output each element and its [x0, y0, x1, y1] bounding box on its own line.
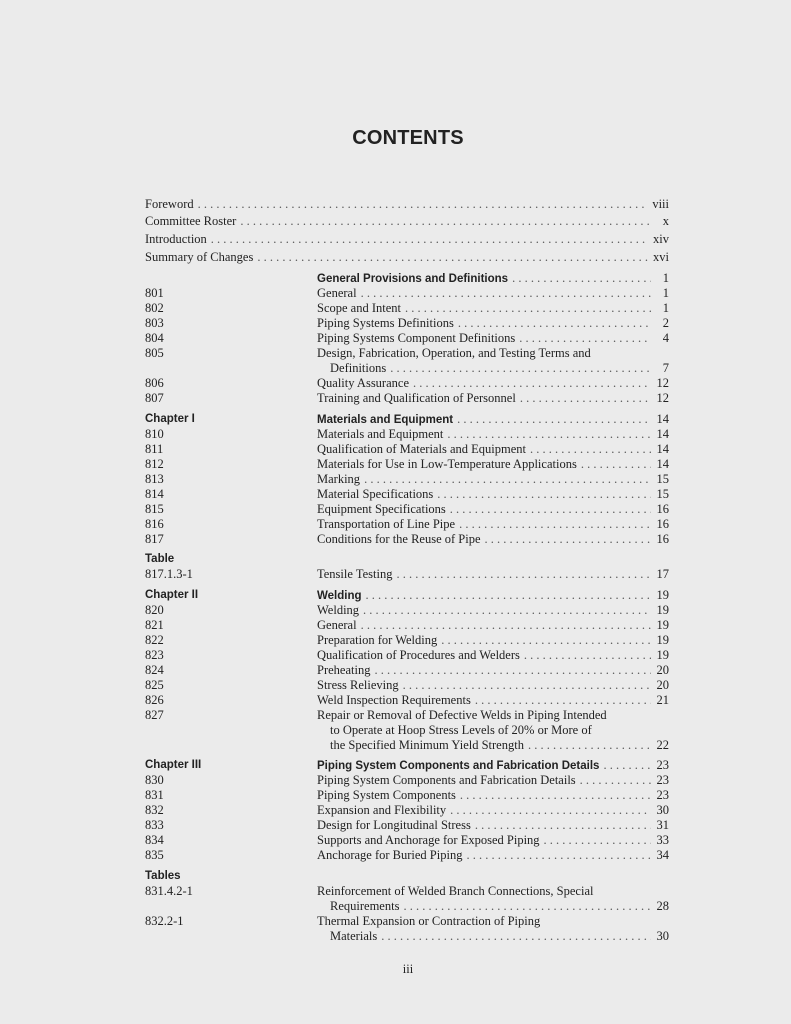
- section-number: 801: [145, 286, 164, 300]
- section-number: 806: [145, 376, 164, 390]
- dot-leader: [460, 788, 651, 803]
- toc-label: Piping System Components: [317, 788, 456, 802]
- dot-leader: [257, 250, 649, 265]
- page-number: viii: [652, 197, 669, 211]
- page-number: 16: [656, 532, 669, 546]
- section-number: 832: [145, 803, 164, 817]
- toc-label: Quality Assurance: [317, 376, 409, 390]
- page-number: 12: [656, 376, 669, 390]
- page-number: 23: [656, 758, 669, 772]
- toc-label: Stress Relieving: [317, 678, 399, 692]
- section-number: 825: [145, 678, 164, 692]
- page-number: 19: [656, 618, 669, 632]
- toc-label: Scope and Intent: [317, 301, 402, 315]
- toc-table-831-4-2-1[interactable]: [317, 899, 669, 914]
- dot-leader: [475, 818, 651, 833]
- toc-entry-804[interactable]: [317, 331, 669, 346]
- toc-label: Definitions: [330, 361, 387, 375]
- section-number: 810: [145, 427, 164, 441]
- page-number: 31: [656, 818, 669, 832]
- toc-entry-821[interactable]: [317, 618, 669, 633]
- section-number: 831: [145, 788, 164, 802]
- page-folio: iii: [402, 962, 414, 976]
- section-number: 805: [145, 346, 164, 360]
- dot-leader: [459, 517, 651, 532]
- page-number: 16: [656, 502, 669, 516]
- dot-leader: [363, 603, 651, 618]
- dot-leader: [366, 588, 651, 603]
- dot-leader: [450, 502, 651, 517]
- toc-label: Materials: [330, 929, 378, 943]
- table-number: 817.1.3-1: [145, 567, 193, 581]
- toc-entry-801[interactable]: [317, 286, 669, 301]
- page-number: 12: [656, 391, 669, 405]
- toc-label: Preparation for Welding: [317, 633, 438, 647]
- toc-table-831-line1[interactable]: Reinforcement of Welded Branch Connections, Special: [317, 884, 594, 898]
- section-number: 815: [145, 502, 164, 516]
- toc-entry-814[interactable]: [317, 487, 669, 502]
- dot-leader: [381, 929, 651, 944]
- toc-entry-802[interactable]: [317, 301, 669, 316]
- toc-entry-827[interactable]: [317, 738, 669, 753]
- page-number: 14: [656, 442, 669, 456]
- dot-leader: [403, 678, 651, 693]
- dot-leader: [403, 899, 651, 914]
- page-number: xvi: [653, 250, 669, 264]
- toc-label: General: [317, 618, 357, 632]
- section-number: 827: [145, 708, 164, 722]
- toc-label: Anchorage for Buried Piping: [317, 848, 463, 862]
- section-number: 804: [145, 331, 164, 345]
- dot-leader: [520, 391, 651, 406]
- section-number: 813: [145, 472, 164, 486]
- tables-heading: Tables: [145, 870, 181, 882]
- toc-label: Summary of Changes: [145, 250, 254, 264]
- toc-entry-813[interactable]: [317, 472, 669, 487]
- toc-label: Marking: [317, 472, 361, 486]
- dot-leader: [361, 618, 651, 633]
- toc-label: General: [317, 286, 357, 300]
- dot-leader: [580, 773, 651, 788]
- dot-leader: [413, 376, 651, 391]
- dot-leader: [519, 331, 651, 346]
- page-number: 14: [656, 427, 669, 441]
- section-number: 822: [145, 633, 164, 647]
- toc-entry-817[interactable]: [317, 532, 669, 547]
- toc-label: General Provisions and Definitions: [317, 273, 509, 285]
- toc-entry-803[interactable]: [317, 316, 669, 331]
- page-number: 15: [656, 487, 669, 501]
- toc-entry-805-line1[interactable]: Design, Fabrication, Operation, and Testing Terms and: [317, 346, 591, 360]
- table-number: 832.2-1: [145, 914, 184, 928]
- toc-entry-815[interactable]: [317, 502, 669, 517]
- toc-entry-825[interactable]: [317, 678, 669, 693]
- toc-entry-830[interactable]: [317, 773, 669, 788]
- toc-entry-816[interactable]: [317, 517, 669, 532]
- toc-label: Materials and Equipment: [317, 427, 444, 441]
- table-heading: Table: [145, 553, 175, 565]
- toc-label: Materials for Use in Low-Temperature Applications: [317, 457, 577, 471]
- section-number: 833: [145, 818, 164, 832]
- section-number: 824: [145, 663, 164, 677]
- toc-label: Committee Roster: [145, 214, 237, 228]
- toc-label: Requirements: [330, 899, 400, 913]
- page-number: 19: [656, 648, 669, 662]
- section-number: 821: [145, 618, 164, 632]
- toc-label: Qualification of Procedures and Welders: [317, 648, 520, 662]
- section-number: 807: [145, 391, 164, 405]
- dot-leader: [364, 472, 651, 487]
- dot-leader: [396, 567, 651, 582]
- toc-entry-835[interactable]: [317, 848, 669, 863]
- toc-label: Piping System Components and Fabrication Details: [317, 773, 576, 787]
- chapter-heading-2[interactable]: [317, 588, 669, 603]
- toc-label: Supports and Anchorage for Exposed Piping: [317, 833, 540, 847]
- dot-leader: [512, 271, 651, 286]
- page-number: 20: [656, 678, 669, 692]
- page-number: 28: [656, 899, 669, 913]
- toc-label: Piping Systems Definitions: [317, 316, 454, 330]
- page-number: 19: [656, 603, 669, 617]
- page-number: 1: [662, 271, 669, 285]
- toc-label: Tensile Testing: [317, 567, 393, 581]
- section-number: 814: [145, 487, 164, 501]
- toc-entry-834[interactable]: [317, 833, 669, 848]
- toc-entry-806[interactable]: [317, 376, 669, 391]
- page-number: 7: [662, 361, 669, 375]
- toc-entry-832[interactable]: [317, 803, 669, 818]
- toc-label: Material Specifications: [317, 487, 434, 501]
- page-number: 1: [662, 286, 669, 300]
- section-number: 820: [145, 603, 164, 617]
- toc-label: Foreword: [145, 197, 194, 211]
- toc-entry-827-line2[interactable]: to Operate at Hoop Stress Levels of 20% or More of: [330, 723, 592, 737]
- section-number: 812: [145, 457, 164, 471]
- page-number: 23: [656, 773, 669, 787]
- toc-label: Welding: [317, 590, 362, 602]
- section-number: 834: [145, 833, 164, 847]
- toc-label: Materials and Equipment: [317, 414, 454, 426]
- section-number: 835: [145, 848, 164, 862]
- dot-leader: [544, 833, 651, 848]
- toc-entry-committee-roster[interactable]: [145, 214, 669, 229]
- dot-leader: [485, 532, 651, 547]
- chapter-heading-3[interactable]: [317, 758, 669, 773]
- dot-leader: [581, 457, 651, 472]
- dot-leader: [466, 848, 651, 863]
- toc-entry-summary-of-changes[interactable]: [145, 250, 669, 265]
- toc-table-832-line1[interactable]: Thermal Expansion or Contraction of Piping: [317, 914, 541, 928]
- section-number: 803: [145, 316, 164, 330]
- toc-entry-introduction[interactable]: [145, 232, 669, 247]
- dot-leader: [390, 361, 651, 376]
- page-number: 30: [656, 929, 669, 943]
- page-number: x: [662, 214, 669, 228]
- section-number: 811: [145, 442, 164, 456]
- toc-label: Equipment Specifications: [317, 502, 446, 516]
- page-number: 1: [662, 301, 669, 315]
- toc-label: Preheating: [317, 663, 371, 677]
- toc-label: the Specified Minimum Yield Strength: [330, 738, 524, 752]
- page-number: 33: [656, 833, 669, 847]
- dot-leader: [475, 693, 651, 708]
- toc-entry-805[interactable]: [317, 361, 669, 376]
- page-number: 16: [656, 517, 669, 531]
- toc-label: Piping System Components and Fabrication Details: [317, 760, 600, 772]
- dot-leader: [524, 648, 651, 663]
- chapter-label-2: Chapter II: [145, 589, 199, 601]
- toc-entry-831[interactable]: [317, 788, 669, 803]
- section-number: 823: [145, 648, 164, 662]
- dot-leader: [441, 633, 651, 648]
- chapter-label-3: Chapter III: [145, 759, 202, 771]
- page-number: xiv: [653, 232, 669, 246]
- table-number: 831.4.2-1: [145, 884, 193, 898]
- dot-leader: [603, 758, 651, 773]
- toc-entry-820[interactable]: [317, 603, 669, 618]
- toc-table-817-1-3-1[interactable]: [317, 567, 669, 582]
- dot-leader: [458, 316, 651, 331]
- toc-label: Welding: [317, 603, 360, 617]
- section-heading-general-provisions[interactable]: [317, 271, 669, 286]
- page-number: 15: [656, 472, 669, 486]
- dot-leader: [240, 214, 651, 229]
- section-number: 826: [145, 693, 164, 707]
- page-title: CONTENTS: [352, 127, 464, 149]
- chapter-heading-1[interactable]: [317, 412, 669, 427]
- section-number: 816: [145, 517, 164, 531]
- toc-entry-822[interactable]: [317, 633, 669, 648]
- section-number: 802: [145, 301, 164, 315]
- page-number: 2: [662, 316, 669, 330]
- toc-label: Transportation of Line Pipe: [317, 517, 456, 531]
- toc-entry-827-line1[interactable]: Repair or Removal of Defective Welds in Piping Intended: [317, 708, 607, 722]
- dot-leader: [374, 663, 651, 678]
- page-number: 14: [656, 457, 669, 471]
- toc-entry-824[interactable]: [317, 663, 669, 678]
- toc-label: Piping Systems Component Definitions: [317, 331, 516, 345]
- toc-entry-826[interactable]: [317, 693, 669, 708]
- dot-leader: [361, 286, 651, 301]
- toc-entry-foreword[interactable]: [145, 197, 669, 212]
- dot-leader: [530, 442, 651, 457]
- page-number: 20: [656, 663, 669, 677]
- section-number: 830: [145, 773, 164, 787]
- page-number: 30: [656, 803, 669, 817]
- page-number: 19: [656, 588, 669, 602]
- toc-label: Qualification of Materials and Equipment: [317, 442, 526, 456]
- dot-leader: [528, 738, 651, 753]
- page-number: 4: [662, 331, 669, 345]
- page-number: 17: [656, 567, 669, 581]
- section-number: 817: [145, 532, 164, 546]
- toc-entry-810[interactable]: [317, 427, 669, 442]
- dot-leader: [437, 487, 651, 502]
- toc-label: Design for Longitudinal Stress: [317, 818, 471, 832]
- toc-entry-823[interactable]: [317, 648, 669, 663]
- dot-leader: [198, 197, 649, 212]
- page-number: 19: [656, 633, 669, 647]
- dot-leader: [457, 412, 651, 427]
- toc-entry-833[interactable]: [317, 818, 669, 833]
- toc-label: Conditions for the Reuse of Pipe: [317, 532, 481, 546]
- dot-leader: [211, 232, 649, 247]
- page-number: 14: [656, 412, 669, 426]
- toc-table-832-2-1[interactable]: [317, 929, 669, 944]
- page-number: 34: [656, 848, 669, 862]
- dot-leader: [450, 803, 651, 818]
- toc-label: Training and Qualification of Personnel: [317, 391, 516, 405]
- page-number: 22: [656, 738, 669, 752]
- toc-entry-807[interactable]: [317, 391, 669, 406]
- dot-leader: [447, 427, 651, 442]
- page-number: 23: [656, 788, 669, 802]
- toc-entry-812[interactable]: [317, 457, 669, 472]
- page-number: 21: [656, 693, 669, 707]
- chapter-label-1: Chapter I: [145, 413, 195, 425]
- toc-label: Introduction: [145, 232, 207, 246]
- toc-entry-811[interactable]: [317, 442, 669, 457]
- toc-label: Weld Inspection Requirements: [317, 693, 471, 707]
- toc-label: Expansion and Flexibility: [317, 803, 447, 817]
- dot-leader: [405, 301, 651, 316]
